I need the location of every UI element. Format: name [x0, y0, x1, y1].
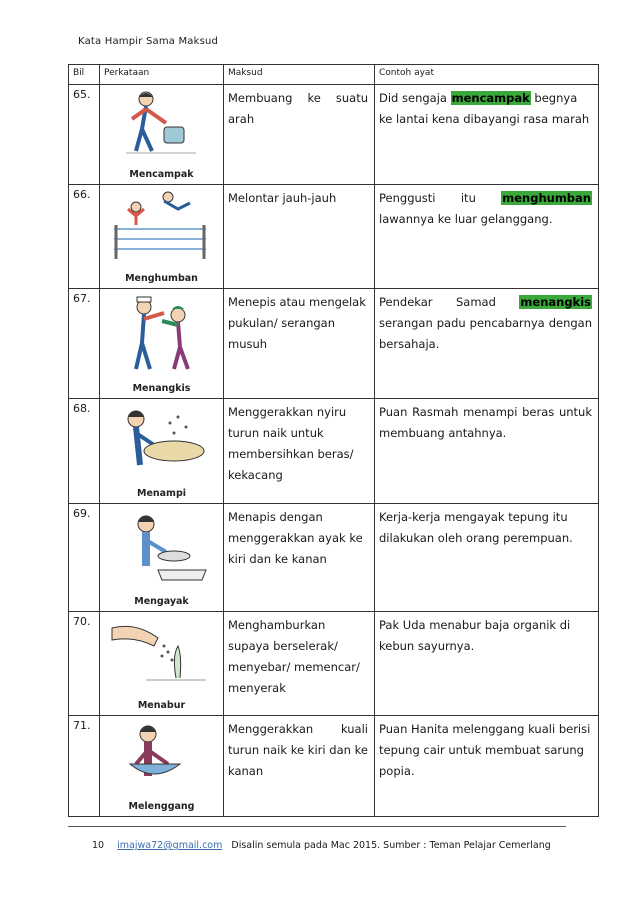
example-text-before: Pendekar Samad: [379, 295, 520, 309]
example-text-before: Puan Rasmah menampi beras untuk membuang antahnya.: [379, 405, 592, 440]
example-text-before: Did sengaja: [379, 91, 451, 105]
example-cell: [375, 716, 599, 817]
example-cell: [375, 85, 599, 185]
example-cell: [375, 612, 599, 716]
wrestler-thrown-illustration: [106, 189, 216, 261]
column-header-bil: Bil: [69, 65, 100, 85]
example-text-before: Penggusti itu: [379, 191, 502, 205]
word-caption: Menampi: [136, 488, 187, 499]
blocking-punch-illustration: [106, 293, 216, 373]
row-number: 66.: [69, 185, 100, 289]
table-row: [69, 504, 599, 612]
highlighted-word: menangkis: [520, 295, 591, 309]
column-header-maksud: Maksud: [224, 65, 375, 85]
meaning-cell: Melontar jauh-jauh: [224, 185, 375, 289]
page-number: 10: [92, 840, 105, 851]
table-row: [69, 185, 599, 289]
vocabulary-table: [68, 64, 599, 817]
example-text-after: serangan padu pencabarnya dengan bersahaja.: [379, 316, 592, 351]
row-number: 71.: [69, 716, 100, 817]
example-text-after: begnya ke lantai kena dibayangi rasa marah: [379, 91, 590, 126]
table-row: [69, 85, 599, 185]
source-note: Disalin semula pada Mac 2015. Sumber : Teman Pelajar Cemerlang: [231, 840, 551, 851]
highlighted-word: mencampak: [451, 91, 530, 105]
row-number: 69.: [69, 504, 100, 612]
example-text-before: Kerja-kerja mengayak tepung itu dilakukan oleh orang perempuan.: [379, 510, 573, 545]
word-picture-cell: [100, 399, 224, 504]
row-number: 65.: [69, 85, 100, 185]
column-header-perkataan: Perkataan: [100, 65, 224, 85]
word-caption: Menabur: [137, 700, 186, 711]
word-caption: Mengayak: [134, 596, 189, 607]
email-link[interactable]: imajwa72@gmail.com: [117, 840, 223, 851]
sieving-flour-illustration: [106, 508, 216, 584]
word-picture-cell: [100, 85, 224, 185]
example-text-before: Pak Uda menabur baja organik di kebun sayurnya.: [379, 618, 571, 653]
table-row: [69, 289, 599, 399]
example-cell: [375, 185, 599, 289]
example-cell: [375, 504, 599, 612]
example-text-before: Puan Hanita melenggang kuali berisi tepung cair untuk membuat sarung popia.: [379, 722, 591, 778]
example-text-after: lawannya ke luar gelanggang.: [379, 212, 553, 226]
swirling-bowl-illustration: [106, 720, 216, 792]
row-number: 68.: [69, 399, 100, 504]
word-picture-cell: [100, 504, 224, 612]
column-header-contoh-ayat: Contoh ayat: [375, 65, 599, 85]
word-caption: Melenggang: [128, 801, 195, 812]
example-cell: [375, 399, 599, 504]
word-picture-cell: [100, 716, 224, 817]
meaning-cell: Membuang ke suatu arah: [224, 85, 375, 185]
example-cell: [375, 289, 599, 399]
word-caption: Menghumban: [125, 273, 198, 284]
word-caption: Mencampak: [129, 169, 194, 180]
meaning-cell: Menggerakkan nyiru turun naik untuk membersihkan beras/ kekacang: [224, 399, 375, 504]
word-picture-cell: [100, 185, 224, 289]
row-number: 70.: [69, 612, 100, 716]
table-row: [69, 612, 599, 716]
winnowing-tray-illustration: [106, 403, 216, 475]
table-row: [69, 399, 599, 504]
highlighted-word: menghumban: [502, 191, 591, 205]
word-picture-cell: [100, 289, 224, 399]
page-footer: [92, 840, 551, 851]
word-caption: Menangkis: [132, 383, 191, 394]
meaning-cell: Menghamburkan supaya berselerak/ menyebar/ memencar/ menyerak: [224, 612, 375, 716]
throwing-bag-illustration: [106, 89, 216, 159]
scattering-seeds-illustration: [106, 616, 216, 686]
page-title: Kata Hampir Sama Maksud: [78, 36, 219, 47]
meaning-cell: Menepis atau mengelak pukulan/ serangan musuh: [224, 289, 375, 399]
word-picture-cell: [100, 612, 224, 716]
row-number: 67.: [69, 289, 100, 399]
table-header-row: [69, 65, 599, 85]
table-row: [69, 716, 599, 817]
footer-divider: [68, 826, 566, 827]
meaning-cell: Menapis dengan menggerakkan ayak ke kiri dan ke kanan: [224, 504, 375, 612]
meaning-cell: Menggerakkan kuali turun naik ke kiri dan ke kanan: [224, 716, 375, 817]
